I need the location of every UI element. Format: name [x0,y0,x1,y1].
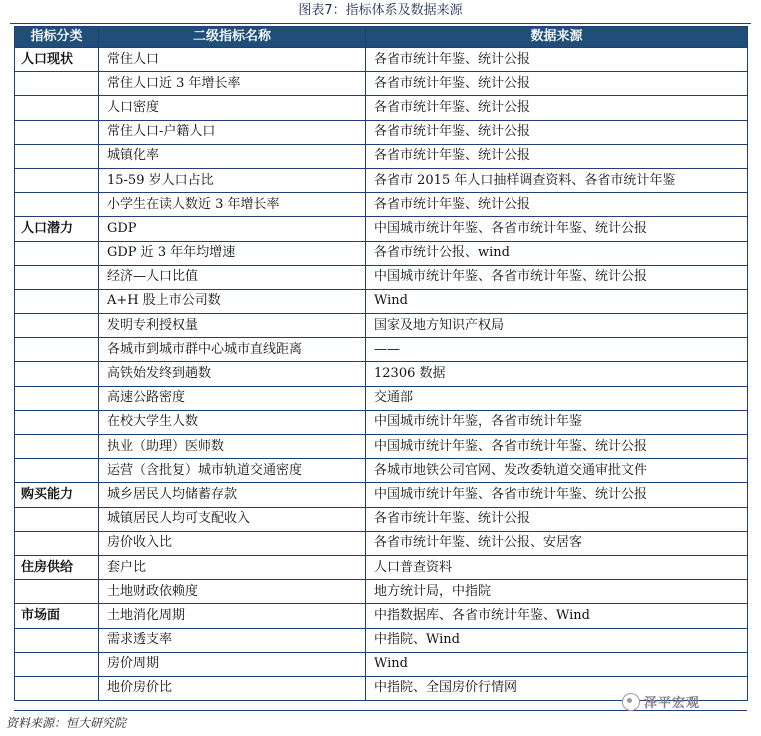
cell-indicator: 地价房价比 [99,676,366,700]
cell-source: 交通部 [366,386,748,410]
table-row [15,652,748,676]
table-row [15,410,748,434]
cell-indicator: 常住人口 [99,48,366,72]
cell-category [15,652,99,676]
cell-indicator: 各城市到城市群中心城市直线距离 [99,338,366,362]
cell-indicator: 房价收入比 [99,531,366,555]
cell-category [15,362,99,386]
cell-source: 各省市统计年鉴、统计公报 [366,193,748,217]
cell-category: 住房供给 [15,555,99,579]
table-row [15,338,748,362]
cell-source: 各省市 2015 年人口抽样调查资料、各省市统计年鉴 [366,168,748,192]
cell-indicator: 经济—人口比值 [99,265,366,289]
table-row [15,580,748,604]
table-row [15,507,748,531]
cell-source: 中指院、Wind [366,628,748,652]
table-row [15,362,748,386]
watermark-text: 泽平宏观 [644,696,701,711]
table-row [15,168,748,192]
cell-source: 各省市统计公报、wind [366,241,748,265]
cell-indicator: 需求透支率 [99,628,366,652]
cell-category [15,289,99,313]
cell-indicator: GDP [99,217,366,241]
table-body [15,48,748,701]
table-row [15,483,748,507]
cell-category [15,193,99,217]
cell-category: 市场面 [15,604,99,628]
cell-source: 中国城市统计年鉴、各省市统计年鉴、统计公报 [366,483,748,507]
cell-indicator: GDP 近 3 年年均增速 [99,241,366,265]
cell-source: 地方统计局，中指院 [366,580,748,604]
cell-indicator: 15-59 岁人口占比 [99,168,366,192]
cell-source: 中国城市统计年鉴、各省市统计年鉴、统计公报 [366,217,748,241]
cell-category [15,314,99,338]
cell-indicator: 小学生在读人数近 3 年增长率 [99,193,366,217]
cell-category [15,120,99,144]
cell-category [15,144,99,168]
table-row [15,96,748,120]
table-row [15,386,748,410]
watermark [622,692,700,711]
cell-indicator: 常住人口近 3 年增长率 [99,72,366,96]
cell-source: Wind [366,289,748,313]
indicator-table [14,26,748,701]
cell-source: 人口普查资料 [366,555,748,579]
header-category: 指标分类 [15,27,99,48]
cell-category [15,459,99,483]
cell-source: 国家及地方知识产权局 [366,314,748,338]
cell-indicator: 执业（助理）医师数 [99,435,366,459]
cell-indicator: 土地消化周期 [99,604,366,628]
cell-source: 各省市统计年鉴、统计公报、安居客 [366,531,748,555]
cell-category [15,628,99,652]
cell-source: 各省市统计年鉴、统计公报 [366,120,748,144]
cell-category [15,580,99,604]
table-row [15,435,748,459]
cell-category [15,435,99,459]
cell-indicator: 城镇化率 [99,144,366,168]
cell-indicator: 人口密度 [99,96,366,120]
table-row [15,289,748,313]
cell-source: 中国城市统计年鉴、各省市统计年鉴、统计公报 [366,435,748,459]
cell-source: 中指数据库、各省市统计年鉴、Wind [366,604,748,628]
cell-category [15,410,99,434]
cell-source: 12306 数据 [366,362,748,386]
table-row [15,144,748,168]
cell-category [15,338,99,362]
figure-title [0,2,761,20]
table-row [15,314,748,338]
footer-source: 资料来源：恒大研究院 [6,716,127,730]
table-row [15,459,748,483]
cell-source: Wind [366,652,748,676]
cell-source: —— [366,338,748,362]
table-row [15,48,748,72]
table-row [15,193,748,217]
cell-category [15,676,99,700]
cell-indicator: 在校大学生人数 [99,410,366,434]
table-row [15,217,748,241]
table-row [15,555,748,579]
cell-category: 购买能力 [15,483,99,507]
cell-indicator: 土地财政依赖度 [99,580,366,604]
cell-category [15,386,99,410]
cell-indicator: 套户比 [99,555,366,579]
cell-indicator: 房价周期 [99,652,366,676]
cell-category [15,96,99,120]
cell-source: 各省市统计年鉴、统计公报 [366,96,748,120]
table-row [15,72,748,96]
title-rule [10,23,751,24]
figure-title-text: 图表7：指标体系及数据来源 [298,3,463,18]
cell-category [15,531,99,555]
table-header-row [15,27,748,48]
header-source: 数据来源 [366,27,748,48]
cell-source: 中国城市统计年鉴、各省市统计年鉴、统计公报 [366,265,748,289]
table-row [15,241,748,265]
cell-source: 各省市统计年鉴、统计公报 [366,72,748,96]
cell-indicator: 城镇居民人均可支配收入 [99,507,366,531]
cell-category [15,241,99,265]
cell-source: 中指院、全国房价行情网 [366,676,748,700]
table-row [15,120,748,144]
cell-source: 各城市地铁公司官网、发改委轨道交通审批文件 [366,459,748,483]
cell-source: 中国城市统计年鉴，各省市统计年鉴 [366,410,748,434]
table-row [15,628,748,652]
wechat-icon [622,693,640,711]
header-indicator: 二级指标名称 [99,27,366,48]
cell-category [15,168,99,192]
cell-indicator: A+H 股上市公司数 [99,289,366,313]
cell-source: 各省市统计年鉴、统计公报 [366,144,748,168]
table-row [15,265,748,289]
table-row [15,531,748,555]
cell-category [15,72,99,96]
cell-source: 各省市统计年鉴、统计公报 [366,507,748,531]
cell-indicator: 运营（含批复）城市轨道交通密度 [99,459,366,483]
cell-indicator: 发明专利授权量 [99,314,366,338]
cell-category [15,265,99,289]
cell-indicator: 高铁始发终到趟数 [99,362,366,386]
cell-indicator: 城乡居民人均储蓄存款 [99,483,366,507]
cell-indicator: 高速公路密度 [99,386,366,410]
cell-indicator: 常住人口-户籍人口 [99,120,366,144]
cell-source: 各省市统计年鉴、统计公报 [366,48,748,72]
cell-category: 人口潜力 [15,217,99,241]
cell-category: 人口现状 [15,48,99,72]
table-row [15,604,748,628]
cell-category [15,507,99,531]
